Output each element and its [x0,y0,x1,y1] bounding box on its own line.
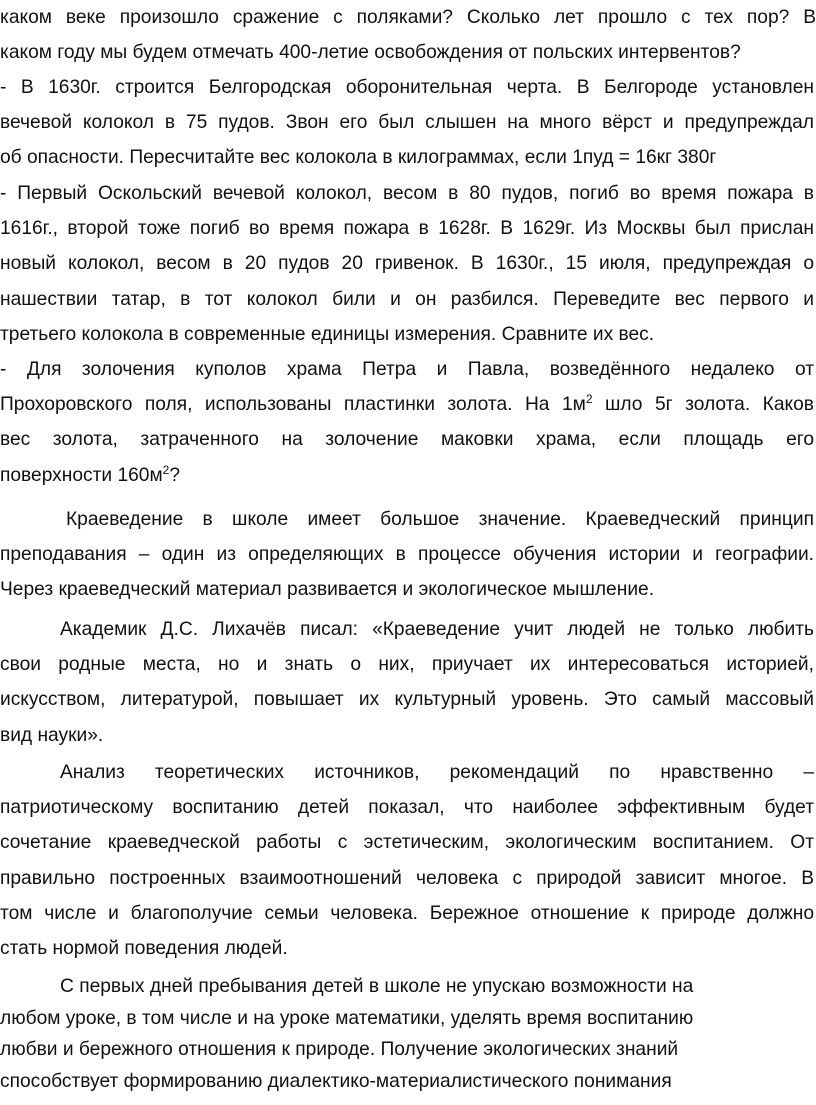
text-line: об опасности. Пересчитайте вес колокола в килограммах, если 1пуд = 16кг 380г [0,147,717,169]
text-line: правильно построенных взаимоотношений человека с природой зависит многое. В [0,867,814,889]
superscript: 2 [585,392,593,407]
text-line: любви и бережного отношения к природе. Получение экологических знаний [0,1039,679,1060]
text-line: искусством, литературой, повышает их культурный уровень. Это самый массовый [0,689,814,711]
exercise-2 [0,70,814,176]
text-line: любом уроке, в том числе и на уроке математики, уделять время воспитанию [0,1007,694,1029]
paragraph-analysis [0,755,814,966]
text-line: Анализ теоретических источников, рекомендаций по нравственно – [60,762,814,783]
paragraph-kraevedenie [0,502,814,608]
text-line: новый колокол, весом в 20 пудов 20 гривенок. В 1630г., 15 июля, предупреждая о [0,253,814,275]
text-line: преподавания – один из определяющих в процессе обучения истории и географии. [0,544,814,566]
text-line: Академик Д.С. Лихачёв писал: «Краеведение учит людей не только любить [60,619,814,640]
text-line: патриотическому воспитанию детей показал, что наиболее эффективным будет [0,797,814,819]
text-line: вид науки». [0,724,104,746]
text-line: сочетание краеведческой работы с эстетическим, экологическим воспитанием. От [0,832,814,854]
text-line: вечевой колокол в 75 пудов. Звон его был слышен на много вёрст и предупреждал [0,112,814,134]
text-line: стать нормой поведения людей. [0,938,288,960]
text-line: поверхности $160м^2$? [0,462,181,486]
text-line: каком веке произошло сражение с поляками? Сколько лет прошло с тех пор? В [0,7,816,28]
text-line: - Для золочения куполов храма Петра и Павла, возведённого недалеко от [0,359,814,380]
superscript: 2 [162,462,170,477]
text-line: том числе и благополучие семьи человека. Бережное отношение к природе должно [0,902,814,924]
text-line: Прохоровского поля, использованы пластинки золота. На $1м^2$ шло 5г золота. Каков [0,392,814,416]
text-line: 1616г., второй тоже погиб во время пожара в 1628г. В 1629г. Из Москвы был прислан [0,218,814,240]
text-line: - Первый Оскольский вечевой колокол, весом в 80 пудов, погиб во время пожара в [0,183,814,204]
exercise-4 [0,352,814,493]
text-line: - В 1630г. строится Белгородская оборонительная черта. В Белгороде установлен [0,77,814,98]
text-line: третьего колокола в современные единицы измерения. Сравните их вес. [0,323,655,345]
text-line: вес золота, затраченного на золочение маковки храма, если площадь его [0,429,814,451]
paragraph-likhachev [0,612,814,753]
text-line: нашествии татар, в тот колокол били и он разбился. Переведите вес первого и [0,288,814,310]
text-line: каком году мы будем отмечать 400-летие освобождения от польских интервентов? [0,42,741,64]
paragraph-first-days [0,971,814,1097]
text-line: способствует формированию диалектико-материалистического понимания [0,1070,672,1092]
text-line: Краеведение в школе имеет большое значение. Краеведческий принцип [66,509,814,530]
text-line: С первых дней пребывания детей в школе не упускаю возможности на [60,976,694,997]
text-line: свои родные места, но и знать о них, приучает их интересоваться историей, [0,654,814,676]
exercise-1 [0,0,816,70]
text-line: Через краеведческий материал развивается и экологическое мышление. [0,579,655,601]
exercise-3 [0,176,814,352]
